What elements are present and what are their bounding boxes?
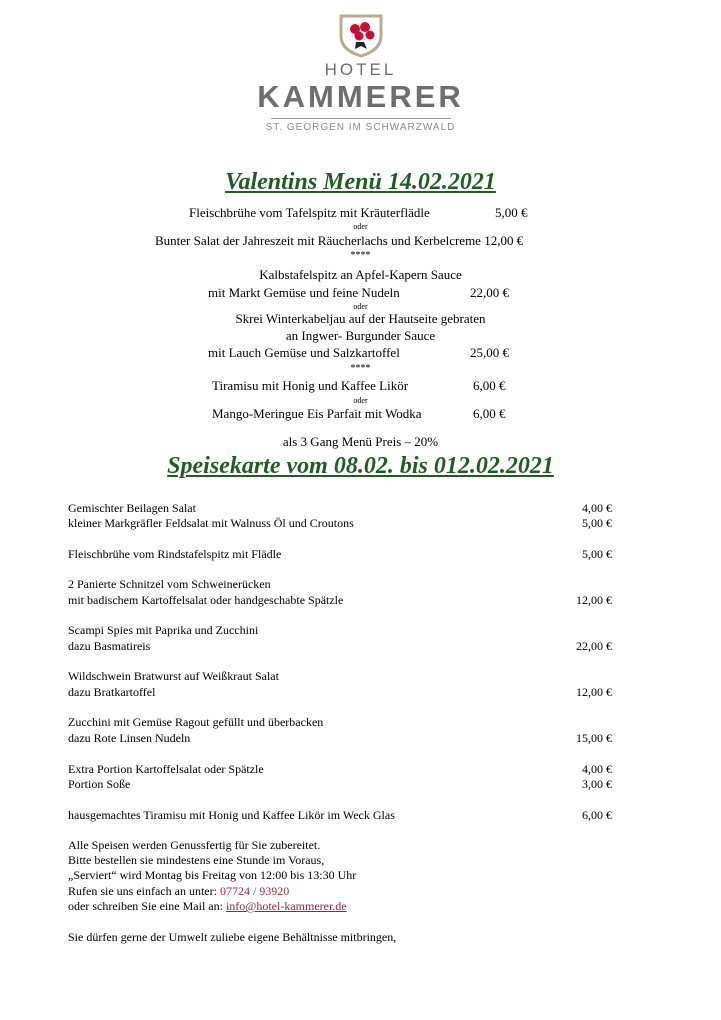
main2-line1: Skrei Winterkabeljau auf der Hautseite gebraten <box>235 311 486 326</box>
course-separator: **** <box>350 250 371 261</box>
footer-phone-line <box>68 884 289 899</box>
dessert1-name: Tiramisu mit Honig und Kaffee Likör <box>212 378 409 393</box>
logo-divider <box>271 118 451 119</box>
menu-item-name: mit badischem Kartoffelsalat oder handgeschabte Spätzle <box>68 593 344 607</box>
menu-item-name: Extra Portion Kartoffelsalat oder Spätzle <box>68 762 264 776</box>
menu-item-price: 12,00 € <box>576 593 612 607</box>
menu-item-price: 4,00 € <box>582 762 612 776</box>
hotel-location: ST. GEORGEN IM SCHWARZWALD <box>265 122 456 133</box>
main2-price: 25,00 € <box>470 345 509 360</box>
dessert1-price: 6,00 € <box>473 378 506 393</box>
oder-label: oder <box>353 302 368 311</box>
email-link[interactable]: info@hotel-kammerer.de <box>225 899 347 913</box>
hotel-word: HOTEL <box>324 60 397 79</box>
main1-price: 22,00 € <box>470 285 509 300</box>
menu-item-price: 12,00 € <box>576 685 612 699</box>
menu-item-name: Scampi Spies mit Paprika und Zucchini <box>68 623 259 637</box>
starter1-price: 5,00 € <box>495 205 528 220</box>
menu-item-name: 2 Panierte Schnitzel vom Schweinerücken <box>68 577 271 591</box>
menu-item-name: Zucchini mit Gemüse Ragout gefüllt und überbacken <box>68 715 324 729</box>
footer-line-6: Sie dürfen gerne der Umwelt zuliebe eigene Behältnisse mitbringen, <box>68 930 397 944</box>
dessert2-price: 6,00 € <box>473 406 506 421</box>
oder-label: oder <box>353 222 368 231</box>
menu-item-name: Gemischter Beilagen Salat <box>68 501 196 515</box>
menu-item-price: 5,00 € <box>582 516 612 530</box>
phone-number[interactable]: 07724 / 93920 <box>219 884 290 898</box>
course-separator: **** <box>350 363 371 374</box>
hotel-name: KAMMERER <box>257 79 464 114</box>
oder-label: oder <box>353 396 368 405</box>
menu-item-price: 5,00 € <box>582 547 612 561</box>
main2-line2: an Ingwer- Burgunder Sauce <box>285 328 436 343</box>
footer-email-line <box>68 899 347 914</box>
starter1-name: Fleischbrühe vom Tafelspitz mit Kräuterflädle <box>189 205 430 220</box>
menu-item-price: 3,00 € <box>582 777 612 791</box>
footer-line-3: „Serviert“ wird Montag bis Freitag von 12:00 bis 13:30 Uhr <box>68 868 357 882</box>
main2-line3-name: mit Lauch Gemüse und Salzkartoffel <box>208 345 400 360</box>
menu-item-name: Portion Soße <box>68 777 131 791</box>
menu-item-price: 4,00 € <box>582 501 612 515</box>
footer-line-1: Alle Speisen werden Genussfertig für Sie zubereitet. <box>68 838 321 852</box>
menu-item-name: hausgemachtes Tiramisu mit Honig und Kaffee Likör im Weck Glas <box>68 808 395 822</box>
footer-line-2: Bitte bestellen sie mindestens eine Stunde im Voraus, <box>68 853 325 867</box>
main1-line1: Kalbstafelspitz an Apfel-Kapern Sauce <box>259 267 462 282</box>
menu-item-name: Wildschwein Bratwurst auf Weißkraut Salat <box>68 669 279 683</box>
starter2: Bunter Salat der Jahreszeit mit Räucherlachs und Kerbelcreme 12,00 € <box>155 233 524 248</box>
menu-item-name: kleiner Markgräfler Feldsalat mit Walnuss Öl und Croutons <box>68 516 354 530</box>
hotel-crest-icon <box>337 14 385 58</box>
speisekarte-title: Speisekarte vom 08.02. bis 012.02.2021 <box>167 453 554 479</box>
menu-item-price: 22,00 € <box>576 639 612 653</box>
menu-item-name: dazu Bratkartoffel <box>68 685 156 699</box>
valentin-title: Valentins Menü 14.02.2021 <box>225 169 496 195</box>
email-label: oder schreiben Sie eine Mail an: <box>68 899 226 913</box>
menu-item-name: Fleischbrühe vom Rindstafelspitz mit Flädle <box>68 547 282 561</box>
menu-price-note: als 3 Gang Menü Preis – 20% <box>282 434 439 449</box>
menu-item-price: 15,00 € <box>576 731 612 745</box>
phone-label: Rufen sie uns einfach an unter: <box>68 884 220 898</box>
menu-item-name: dazu Rote Linsen Nudeln <box>68 731 191 745</box>
dessert2-name: Mango-Meringue Eis Parfait mit Wodka <box>212 406 422 421</box>
hotel-logo <box>0 14 721 134</box>
menu-item-name: dazu Basmatireis <box>68 639 151 653</box>
main1-line2-name: mit Markt Gemüse und feine Nudeln <box>208 285 400 300</box>
menu-item-price: 6,00 € <box>582 808 612 822</box>
